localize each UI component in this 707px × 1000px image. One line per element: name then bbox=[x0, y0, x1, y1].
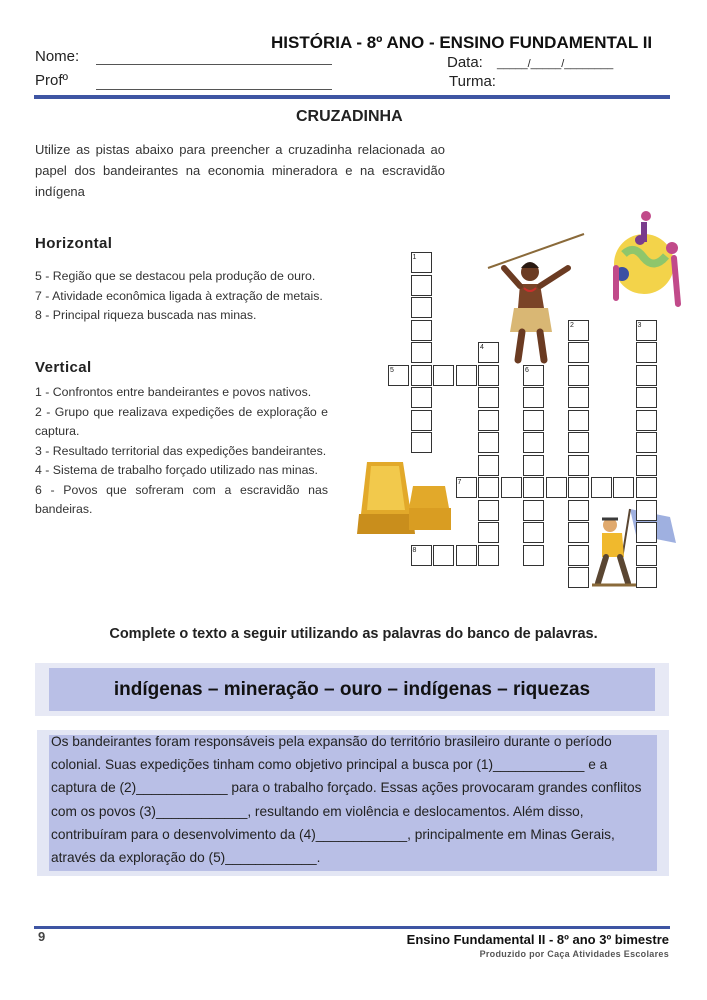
date-label: Data: bbox=[447, 54, 483, 71]
horizontal-clue: 5 - Região que se destacou pela produção de ouro. bbox=[35, 269, 316, 283]
crossword-cell[interactable] bbox=[478, 387, 499, 408]
teacher-label: Profº bbox=[35, 72, 68, 89]
horizontal-clue-list bbox=[35, 267, 337, 326]
crossword-cell[interactable] bbox=[478, 522, 499, 543]
clue-number-3: 3 bbox=[637, 321, 642, 329]
crossword-cell[interactable] bbox=[478, 500, 499, 521]
crossword-cell[interactable] bbox=[568, 410, 589, 431]
crossword-cell[interactable] bbox=[568, 500, 589, 521]
crossword-cell[interactable] bbox=[411, 432, 432, 453]
crossword-cell[interactable] bbox=[636, 365, 657, 386]
name-label: Nome: bbox=[35, 48, 80, 65]
crossword-cell[interactable] bbox=[636, 455, 657, 476]
clue-number-5: 5 bbox=[390, 366, 394, 374]
vertical-clue: 6 - Povos que sofreram com a escravidão nas bandeiras. bbox=[35, 482, 328, 516]
vertical-clue: 1 - Confrontos entre bandeirantes e povos nativos. bbox=[35, 385, 312, 399]
horizontal-heading: Horizontal bbox=[35, 235, 113, 252]
crossword-cell[interactable] bbox=[478, 410, 499, 431]
crossword-cell[interactable] bbox=[568, 387, 589, 408]
vertical-clue: 2 - Grupo que realizava expedições de exploração e captura. bbox=[35, 404, 328, 438]
crossword-cell[interactable] bbox=[568, 455, 589, 476]
crossword-cell[interactable] bbox=[411, 320, 432, 341]
crossword-cell[interactable] bbox=[636, 545, 657, 566]
clue-number-6: 6 bbox=[525, 366, 529, 374]
footer-credit: Produzido por Caça Atividades Escolares bbox=[479, 949, 669, 959]
crossword-cell[interactable] bbox=[433, 545, 454, 566]
crossword-cell[interactable] bbox=[478, 545, 499, 566]
crossword-cell[interactable] bbox=[523, 455, 544, 476]
clue-number-4: 4 bbox=[480, 344, 484, 351]
footer-divider bbox=[34, 926, 670, 929]
gold-bars-illustration bbox=[357, 458, 452, 538]
clue-number-7: 7 bbox=[457, 479, 462, 486]
header-divider bbox=[34, 95, 670, 99]
crossword-cell[interactable] bbox=[523, 522, 544, 543]
crossword-cell[interactable] bbox=[478, 432, 499, 453]
globe-people-illustration bbox=[608, 208, 686, 312]
crossword-cell[interactable] bbox=[501, 477, 522, 498]
crossword-cell[interactable] bbox=[523, 432, 544, 453]
crossword-cell[interactable] bbox=[636, 500, 657, 521]
clue-number-1: 1 bbox=[412, 254, 417, 261]
crossword-title: CRUZADINHA bbox=[296, 108, 403, 125]
page-number: 9 bbox=[38, 929, 46, 944]
crossword-cell[interactable] bbox=[411, 275, 432, 296]
vertical-clue: 3 - Resultado territorial das expedições bandeirantes. bbox=[35, 443, 327, 458]
crossword-cell[interactable] bbox=[411, 365, 432, 386]
crossword-cell[interactable] bbox=[636, 477, 657, 498]
vertical-clue: 4 - Sistema de trabalho forçado utilizado nas minas. bbox=[35, 463, 318, 477]
crossword-cell[interactable] bbox=[591, 477, 612, 498]
crossword-cell[interactable] bbox=[568, 477, 589, 498]
crossword-cell[interactable] bbox=[411, 410, 432, 431]
crossword-cell[interactable] bbox=[433, 365, 454, 386]
crossword-cell[interactable] bbox=[568, 522, 589, 543]
crossword-cell[interactable] bbox=[456, 365, 477, 386]
crossword-cell[interactable] bbox=[636, 387, 657, 408]
name-field[interactable] bbox=[96, 64, 332, 65]
crossword-cell[interactable] bbox=[523, 387, 544, 408]
clue-number-8: 8 bbox=[412, 546, 417, 554]
crossword-cell[interactable] bbox=[613, 477, 634, 498]
horizontal-clue: 7 - Atividade econômica ligada à extração de metais. bbox=[35, 288, 323, 303]
crossword-cell[interactable] bbox=[523, 545, 544, 566]
instruction-text: Complete o texto a seguir utilizando as palavras do banco de palavras. bbox=[109, 626, 598, 642]
crossword-cell[interactable] bbox=[636, 410, 657, 431]
crossword-cell[interactable] bbox=[568, 545, 589, 566]
crossword-cell[interactable] bbox=[546, 477, 567, 498]
crossword-cell[interactable] bbox=[411, 342, 432, 363]
horizontal-clue: 8 - Principal riqueza buscada nas minas. bbox=[35, 308, 257, 322]
crossword-cell[interactable] bbox=[478, 477, 499, 498]
crossword-cell[interactable] bbox=[568, 342, 589, 363]
crossword-cell[interactable] bbox=[411, 297, 432, 318]
crossword-cell[interactable] bbox=[568, 567, 589, 588]
crossword-cell[interactable] bbox=[568, 365, 589, 386]
crossword-cell[interactable] bbox=[411, 387, 432, 408]
teacher-field[interactable] bbox=[96, 89, 332, 90]
crossword-cell[interactable] bbox=[636, 432, 657, 453]
clue-number-2: 2 bbox=[570, 321, 574, 329]
crossword-cell[interactable] bbox=[478, 455, 499, 476]
intro-text: Utilize as pistas abaixo para preencher a cruzadinha relacionada ao papel dos bandeirantes na economia mineradora e na escravidão indígena bbox=[35, 142, 445, 199]
crossword-cell[interactable] bbox=[568, 432, 589, 453]
crossword-cell[interactable] bbox=[523, 477, 544, 498]
crossword-cell[interactable] bbox=[456, 545, 477, 566]
fill-in-paragraph: Os bandeirantes foram responsáveis pela expansão do território brasileiro durante o período colonial. Suas expedições tinham como objetivo principal a busca por (1)____________ e a captura de (2)____________ para o trabalho forçado. Essas ações provocaram grandes conflitos com os povos (3)____________, resultando em violência e deslocamentos. Além disso, contribuíram para o desenvolvimento da (4)____________, principalmente em Minas Gerais, através da exploração do (5)____________. bbox=[51, 734, 642, 866]
page-title: HISTÓRIA - 8º ANO - ENSINO FUNDAMENTAL II bbox=[271, 33, 653, 52]
crossword-cell[interactable] bbox=[523, 500, 544, 521]
crossword-cell[interactable] bbox=[636, 522, 657, 543]
vertical-clue-list bbox=[35, 383, 328, 520]
crossword-cell[interactable] bbox=[478, 365, 499, 386]
crossword-cell[interactable] bbox=[636, 342, 657, 363]
crossword-cell[interactable] bbox=[636, 567, 657, 588]
class-label: Turma: bbox=[449, 73, 496, 90]
crossword-cell[interactable] bbox=[523, 410, 544, 431]
date-field[interactable]: _____/_____/________ bbox=[497, 58, 614, 70]
footer-course: Ensino Fundamental II - 8º ano 3º bimestre bbox=[406, 932, 669, 947]
word-bank: indígenas – mineração – ouro – indígenas – riquezas bbox=[49, 668, 655, 711]
vertical-heading: Vertical bbox=[35, 359, 92, 376]
